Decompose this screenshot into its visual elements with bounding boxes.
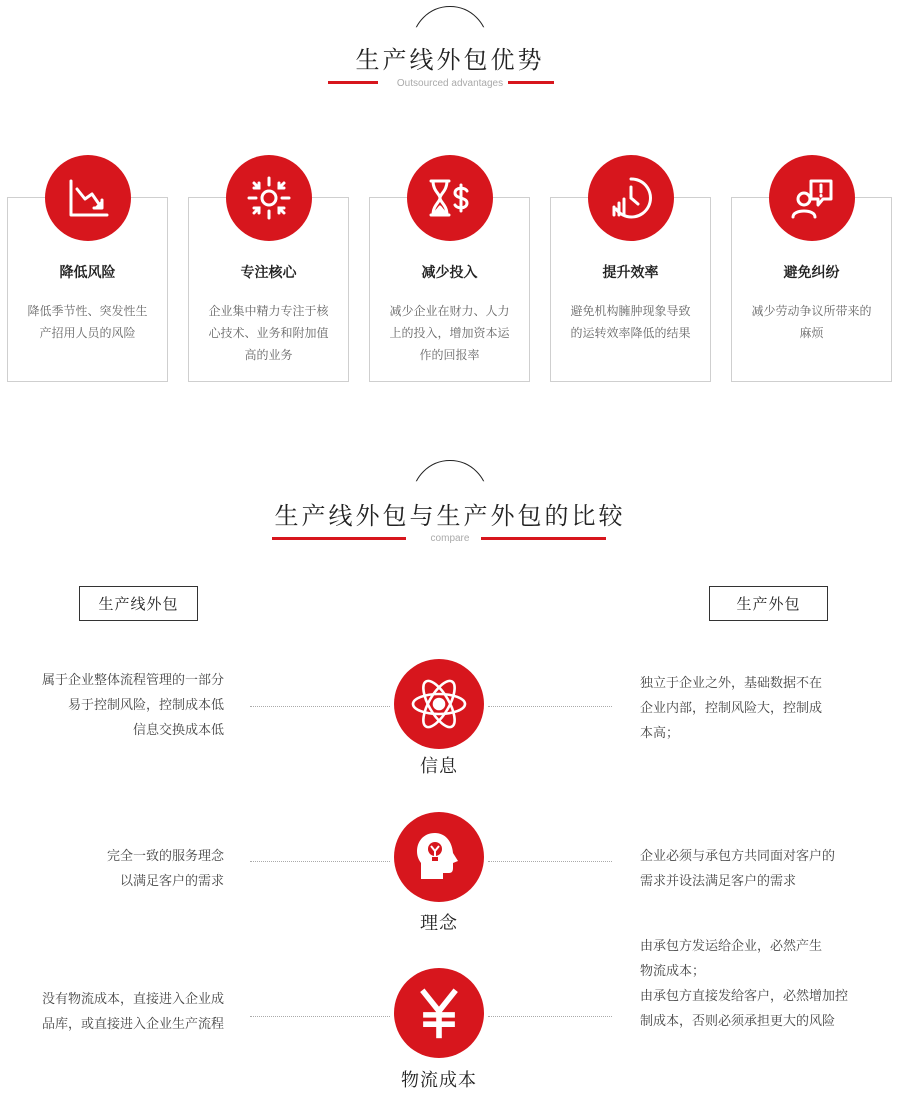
dotted-connector — [250, 1016, 390, 1017]
head-idea-icon — [394, 812, 484, 902]
row-idea-left: 完全一致的服务理念 以满足客户的需求 — [106, 849, 224, 889]
row-logistics-right: 由承包方发运给企业，必然产生 物流成本； 由承包方直接发给客户，必然增加控 制成本，否则必须承担更大的风险 — [640, 939, 849, 1029]
advantages-subtitle: Outsourced advantages — [396, 78, 504, 89]
dotted-connector — [488, 706, 612, 707]
compare-header — [0, 456, 900, 546]
compare-title: 生产线外包与生产外包的比较 — [274, 502, 626, 530]
atom-icon — [394, 659, 484, 749]
dotted-connector — [250, 706, 390, 707]
card-title: 提升效率 — [602, 265, 659, 281]
row-logistics-label: 物流成本 — [401, 1070, 477, 1091]
row-info-left: 属于企业整体流程管理的一部分 易于控制风险，控制成本低 信息交换成本低 — [41, 673, 224, 738]
card-desc: 降低季节性、突发性生产招用人员的风险 — [27, 304, 148, 340]
dotted-connector — [488, 1016, 612, 1017]
card-title: 减少投入 — [421, 265, 478, 281]
dotted-connector — [250, 861, 390, 862]
card-title: 降低风险 — [59, 265, 116, 281]
yen-icon — [394, 968, 484, 1058]
chart-down-icon — [45, 155, 131, 241]
advantages-title: 生产线外包优势 — [355, 46, 545, 74]
card-desc: 企业集中精力专注于核心技术、业务和附加值高的业务 — [208, 304, 329, 362]
dotted-connector — [488, 861, 612, 862]
production-line-outsourcing-tag: 生产线外包 — [79, 586, 198, 621]
row-idea-label: 理念 — [420, 913, 458, 934]
card-desc: 减少劳动争议所带来的麻烦 — [751, 304, 872, 340]
compare-subtitle: compare — [430, 533, 470, 544]
card-desc: 减少企业在财力、人力上的投入，增加资本运作的回报率 — [389, 304, 510, 362]
card-title: 避免纠纷 — [783, 265, 840, 281]
card-desc: 避免机构臃肿现象导致的运转效率降低的结果 — [570, 304, 691, 340]
row-logistics-left: 没有物流成本，直接进入企业成 品库，或直接进入企业生产流程 — [41, 992, 224, 1032]
row-info-label: 信息 — [420, 756, 458, 777]
clock-chart-icon — [588, 155, 674, 241]
advantages-header — [0, 0, 900, 90]
dispute-person-icon — [769, 155, 855, 241]
row-idea-right: 企业必须与承包方共同面对客户的 需求并设法满足客户的需求 — [640, 849, 836, 889]
hourglass-dollar-icon — [407, 155, 493, 241]
card-title: 专注核心 — [240, 265, 297, 281]
production-outsourcing-tag: 生产外包 — [709, 586, 828, 621]
row-info-right: 独立于企业之外，基础数据不在 企业内部，控制风险大，控制成 本高； — [640, 676, 823, 741]
focus-core-icon — [226, 155, 312, 241]
